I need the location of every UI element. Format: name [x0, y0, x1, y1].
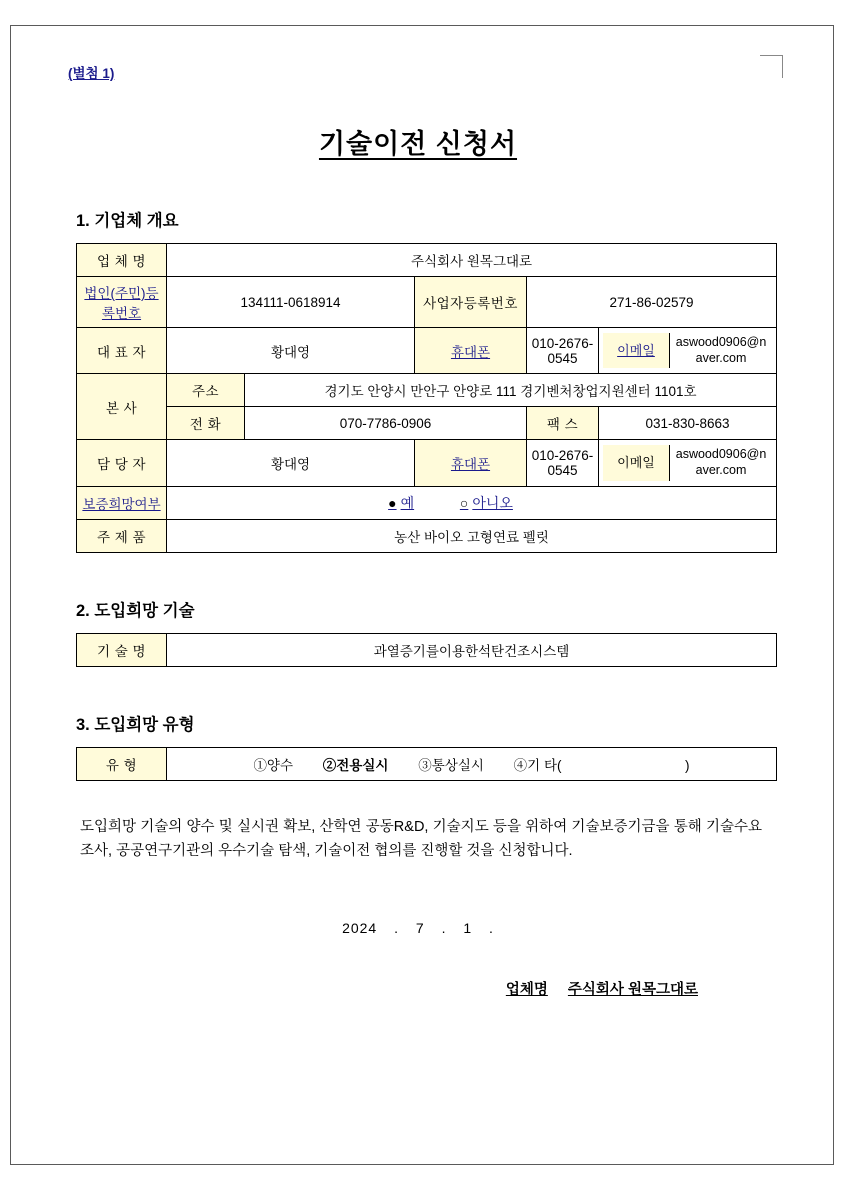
guarantee-radio-group: [167, 486, 777, 519]
label-manager-mobile: 휴대폰: [415, 440, 527, 486]
label-company-name: 업 체 명: [77, 244, 167, 277]
date-year: 2024: [342, 920, 378, 937]
table-row: [77, 486, 777, 519]
date-day-mark: .: [489, 920, 494, 937]
table-row: [77, 407, 777, 440]
type-table: [76, 747, 777, 781]
table-row: [77, 328, 777, 374]
radio-unselected-icon: ○: [459, 494, 469, 511]
section-heading-company: 1. 기업체 개요: [76, 212, 179, 230]
label-corp-reg-no: 법인(주민)등록번호: [77, 277, 167, 328]
table-row: [77, 519, 777, 552]
label-head-office: 본 사: [77, 374, 167, 440]
technology-table: [76, 633, 777, 667]
type-option-nonexclusive[interactable]: ③통상실시: [418, 757, 484, 773]
type-options-group: [167, 747, 777, 780]
value-ceo-email: aswood0906@naver.com: [675, 335, 767, 365]
signature-line: [68, 978, 768, 999]
label-address: 주소: [167, 374, 245, 407]
spacer: [68, 553, 768, 597]
spacer: [68, 667, 768, 711]
table-row: [77, 277, 777, 328]
label-main-product: 주 제 품: [77, 519, 167, 552]
statement-paragraph: 도입희망 기술의 양수 및 실시권 확보, 산학연 공동R&D, 기술지도 등을 위하여 기술보증기금을 통해 기술수요조사, 공공연구기관의 우수기술 탐색, 기술이전 협의를 진행할 것을 신청합니다.: [80, 818, 762, 860]
label-fax: 팩 스: [527, 407, 599, 440]
type-option-transfer[interactable]: ①양수: [253, 757, 294, 773]
radio-selected-icon: ●: [388, 494, 397, 511]
value-biz-reg-no: 271-86-02579: [527, 277, 777, 328]
signature-label: 업체명: [505, 982, 548, 999]
value-manager-name: 황대영: [167, 440, 415, 486]
section-heading-type: 3. 도입희망 유형: [76, 715, 195, 734]
signature-company-name: 주식회사 원목그대로: [567, 982, 698, 999]
table-row: [77, 747, 777, 780]
label-ceo-email: 이메일: [603, 333, 670, 368]
date-year-mark: .: [394, 920, 399, 937]
date-month: 7: [415, 920, 425, 937]
company-overview-table: [76, 243, 777, 553]
label-guarantee-wish: 보증희망여부: [77, 486, 167, 519]
value-phone: 070-7786-0906: [245, 407, 527, 440]
value-ceo-email-group: [599, 328, 777, 374]
value-technology-name: 과열증기를이용한석탄건조시스템: [167, 633, 777, 666]
value-ceo-mobile: 010-2676-0545: [527, 328, 599, 374]
type-option-exclusive[interactable]: ②전용실시: [322, 757, 389, 773]
label-manager: 담 당 자: [77, 440, 167, 486]
attachment-tag: (별첨 1): [68, 66, 115, 81]
radio-guarantee-yes[interactable]: ● 예: [388, 494, 415, 511]
value-company-name: 주식회사 원목그대로: [167, 244, 777, 277]
value-manager-email: aswood0906@naver.com: [675, 447, 767, 477]
value-corp-reg-no: 134111-0618914: [167, 277, 415, 328]
table-row: [77, 440, 777, 486]
value-main-product: 농산 바이오 고형연료 펠릿: [167, 519, 777, 552]
label-biz-reg-no: 사업자등록번호: [415, 277, 527, 328]
value-manager-email-group: [599, 440, 777, 486]
date-line: [68, 920, 768, 936]
label-technology-name: 기 술 명: [77, 633, 167, 666]
label-manager-email: 이메일: [603, 445, 670, 480]
label-phone: 전 화: [167, 407, 245, 440]
radio-guarantee-no[interactable]: ○ 아니오: [459, 494, 513, 511]
document-content: [68, 62, 768, 999]
value-manager-mobile: 010-2676-0545: [527, 440, 599, 486]
label-ceo: 대 표 자: [77, 328, 167, 374]
type-other-close-paren: ): [685, 757, 690, 773]
label-type: 유 형: [77, 747, 167, 780]
value-address: 경기도 안양시 만안구 안양로 111 경기벤처창업지원센터 1101호: [245, 374, 777, 407]
table-row: [77, 633, 777, 666]
page-title: 기술이전 신청서: [318, 129, 518, 159]
date-day: 1: [463, 920, 473, 937]
type-option-other[interactable]: ④기 타(: [513, 757, 562, 773]
table-row: [77, 374, 777, 407]
table-row: [77, 244, 777, 277]
date-month-mark: .: [441, 920, 447, 937]
value-ceo-name: 황대영: [167, 328, 415, 374]
section-heading-technology: 2. 도입희망 기술: [76, 601, 195, 620]
label-ceo-mobile: 휴대폰: [415, 328, 527, 374]
value-fax: 031-830-8663: [599, 407, 777, 440]
